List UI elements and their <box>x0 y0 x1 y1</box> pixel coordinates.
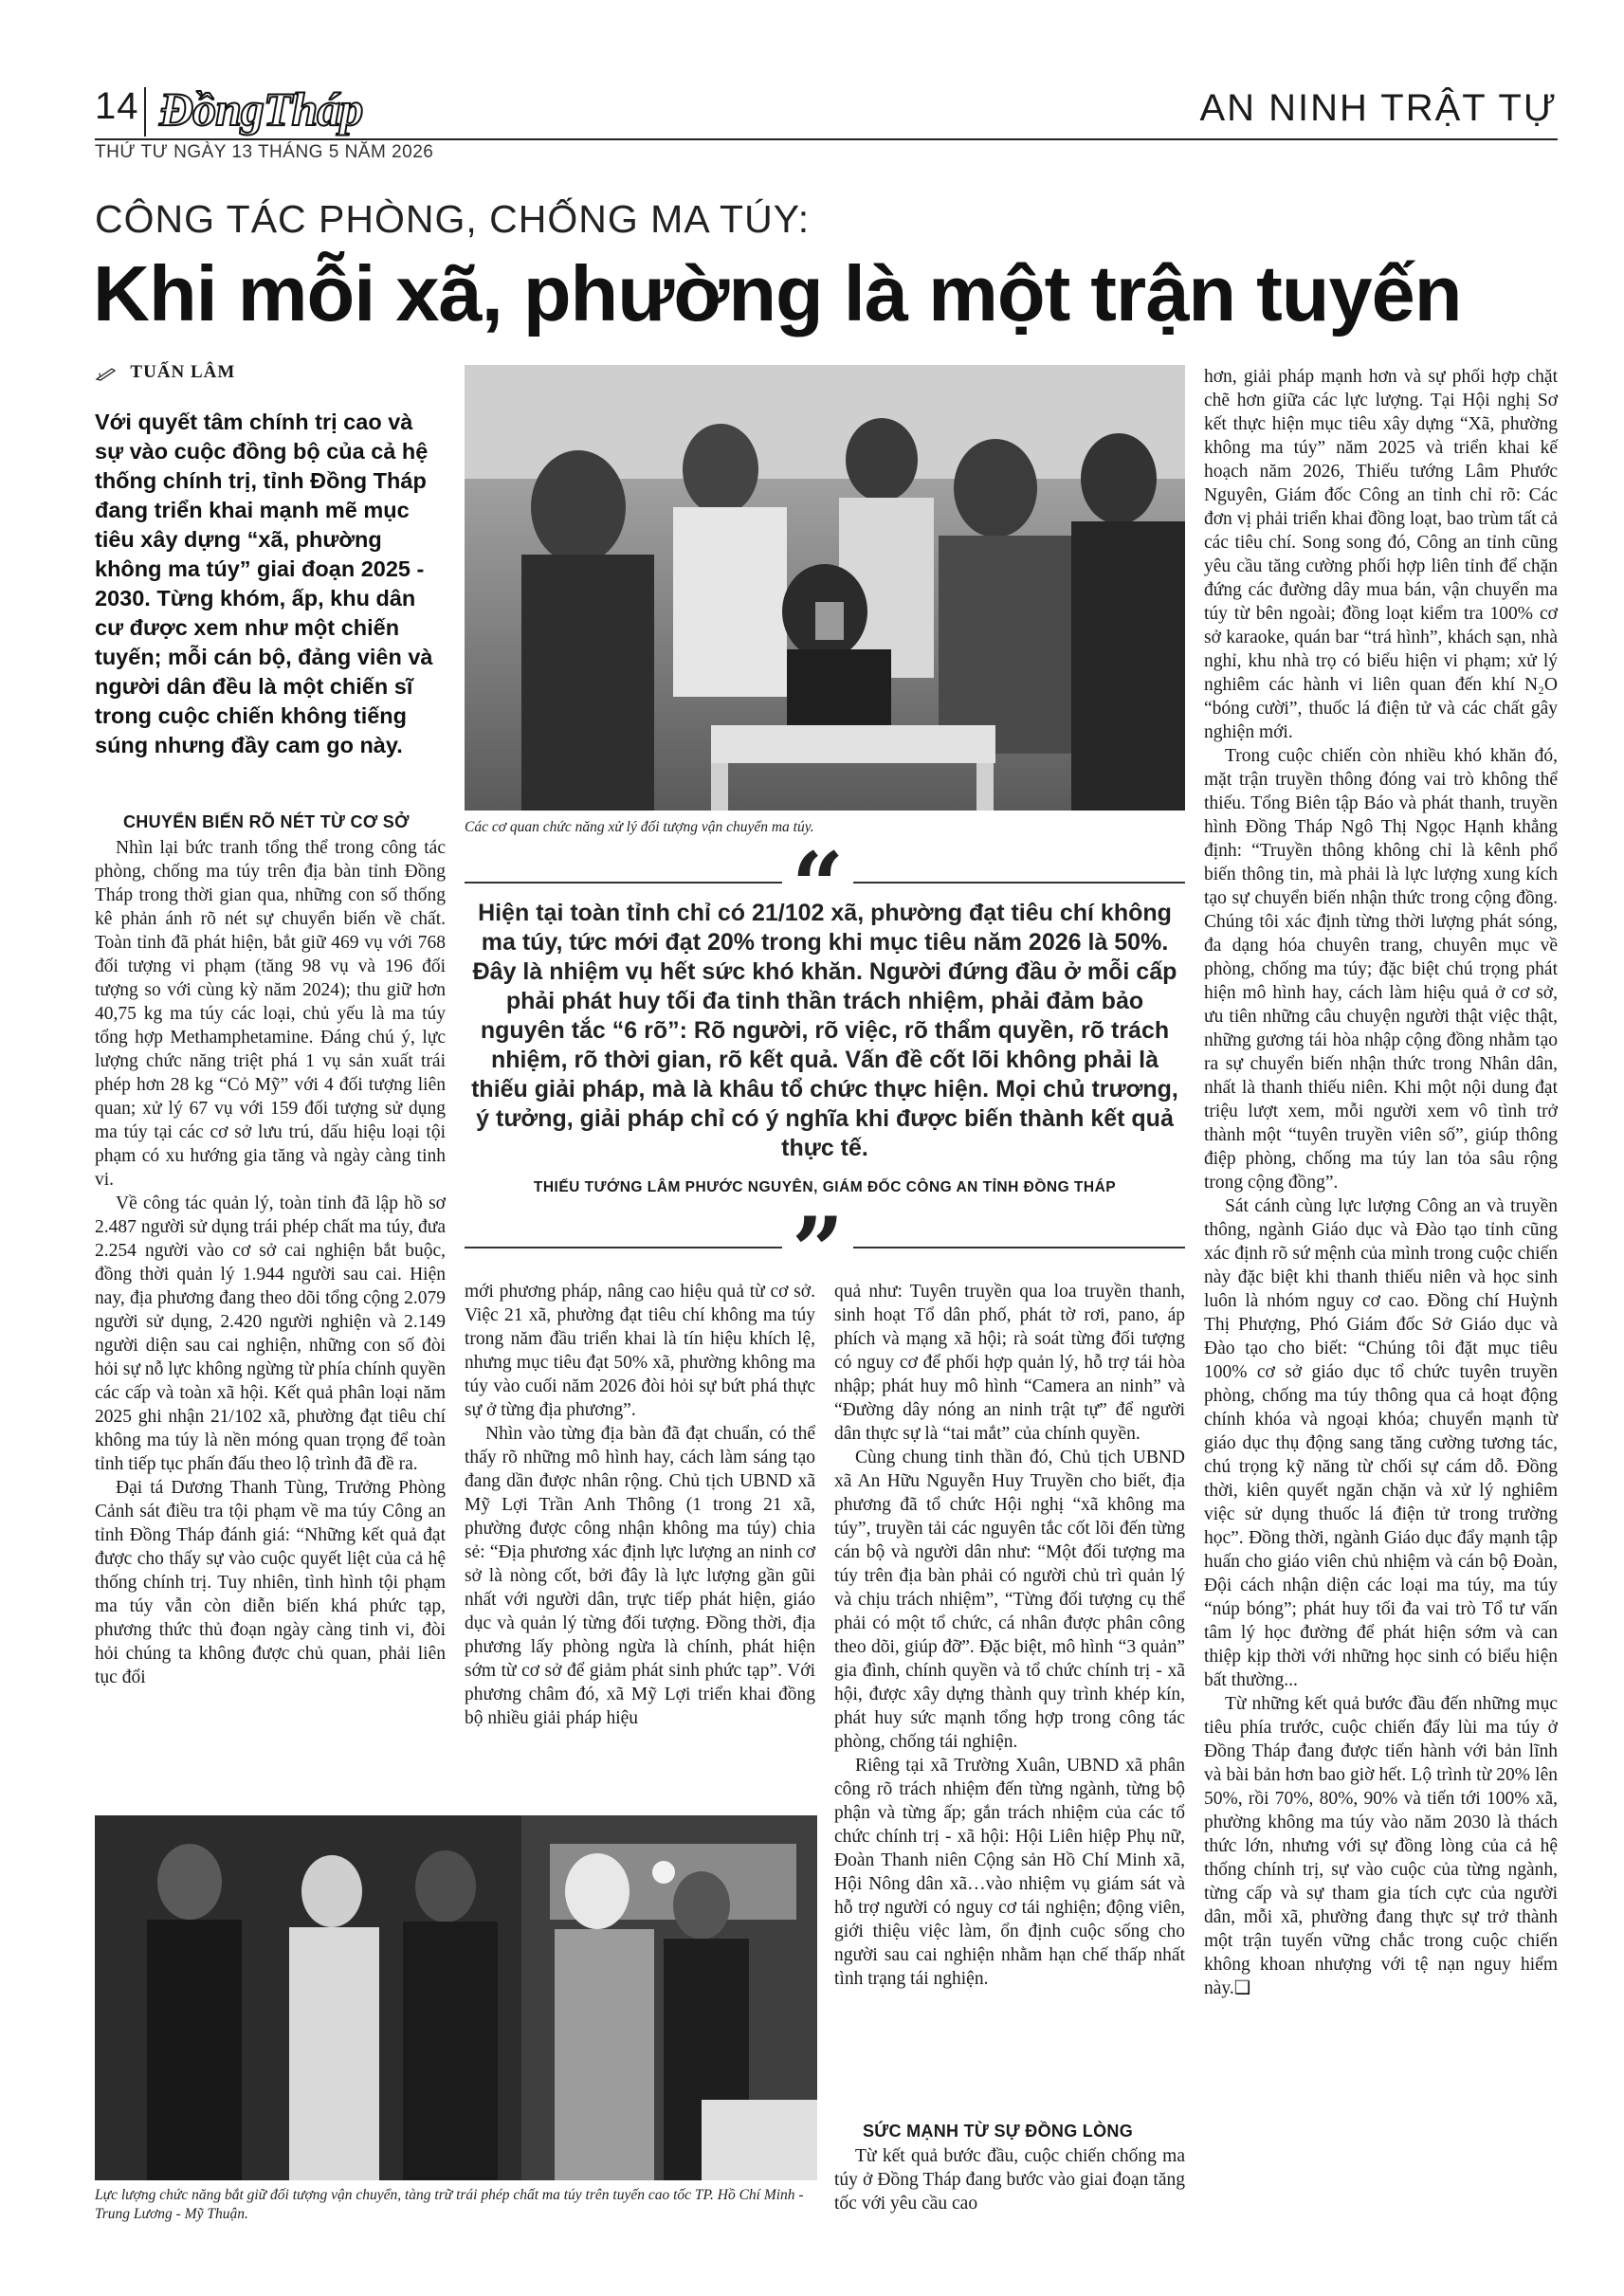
open-quote-icon: “ <box>782 858 853 915</box>
paragraph: Nhìn lại bức tranh tổng thể trong công tác phòng, chống ma túy trên địa bàn tỉnh Đồng Tháp trong thời gian qua, những con số thống kê phản ánh rõ nét sự chuyển biến về chất. Toàn tỉnh đã phát hiện, bắt giữ 469 vụ với 768 đối tượng vi phạm (tăng 98 vụ và 196 đối tượng so với cùng kỳ năm 2024); thu giữ hơn 40,75 kg ma túy các loại, chủ yếu là ma túy tổng hợp Methamphetamine. Đáng chú ý, lực lượng chức năng triệt phá 1 vụ sản xuất trái phép hơn 28 kg “Cỏ Mỹ” với 4 đối tượng liên quan; xử lý 67 vụ với 159 đối tượng sử dụng ma túy tại các cơ sở lưu trú, dấu hiệu loại tội phạm có xu hướng gia tăng và ngày càng tinh vi. <box>95 838 446 1190</box>
author-name: TUẤN LÂM <box>130 362 236 382</box>
paragraph: Đại tá Dương Thanh Tùng, Trưởng Phòng Cảnh sát điều tra tội phạm về ma túy Công an tỉnh Đồng Tháp đánh giá: “Những kết quả đạt được cho thấy sự vào cuộc quyết liệt của cả hệ thống chính trị. Tuy nhiên, tình hình tội phạm ma túy vẫn còn diễn biến khá phức tạp, phương thức thủ đoạn ngày càng tinh vi, đòi hỏi chúng ta không được chủ quan, phải liên tục đổi <box>95 1478 446 1687</box>
subhead-2: SỨC MẠNH TỪ SỰ ĐỒNG LÒNG <box>863 2122 1133 2141</box>
paragraph: Về công tác quản lý, toàn tỉnh đã lập hồ sơ 2.487 người sử dụng trái phép chất ma túy, đưa 2.254 người vào cơ sở cai nghiện bắt buộc, đồng thời quản lý 1.944 người sau cai. Hiện nay, địa phương đang theo dõi tổng cộng 2.079 người sử dụng, 2.420 người nghiện và 2.149 người diện sau cai nghiện, những con số đòi hỏi sự nỗ lực không ngừng từ phía chính quyền các cấp và toàn xã hội. Kết quả phân loại năm 2025 ghi nhận 21/102 xã, phường đạt tiêu chí không ma túy là nền móng quan trọng để toàn tỉnh tiếp tục phấn đấu theo lộ trình đã đề ra. <box>95 1194 446 1474</box>
photo-arrest-highway <box>95 1815 817 2180</box>
caption-top-photo: Các cơ quan chức năng xử lý đối tượng vận chuyển ma túy. <box>465 819 814 835</box>
header-rule <box>95 138 1558 140</box>
article-headline: Khi mỗi xã, phường là một trận tuyến <box>93 249 1462 337</box>
paragraph: hơn, giải pháp mạnh hơn và sự phối hợp chặt chẽ hơn giữa các lực lượng. Tại Hội nghị Sơ kết thực hiện mục tiêu xây dựng “Xã, phường không ma túy” năm 2025 và triển khai kế hoạch năm 2026, Thiếu tướng Lâm Phước Nguyên, Giám đốc Công an tỉnh chỉ rõ: Các đơn vị phải triển khai đồng loạt, bao trùm tất cả các tiêu chí. Song song đó, Công an tỉnh cũng yêu cầu tăng cường phối hợp liên tỉnh để chặn đứng các đường dây mua bán, vận chuyển ma túy từ bên ngoài; đồng loạt kiểm tra 100% cơ sở karaoke, quán bar “trá hình”, khách sạn, nhà nghỉ, khu nhà trọ có biểu hiện vi phạm; xử lý nghiêm các hành vi liên quan đến khí N₂O “bóng cười”, thuốc lá điện tử và các chất gây nghiện mới. <box>1204 367 1558 742</box>
paragraph: Sát cánh cùng lực lượng Công an và truyền thông, ngành Giáo dục và Đào tạo tỉnh cũng xác định rõ sứ mệnh của mình trong cuộc chiến này đặc biệt khi thanh thiếu niên và học sinh luôn là nhóm nguy cơ cao. Đồng chí Huỳnh Thị Phượng, Phó Giám đốc Sở Giáo dục và Đào tạo cho biết: “Chúng tôi đặt mục tiêu 100% cơ sở giáo dục tổ chức tuyên truyền phòng, chống ma túy thông qua cả hoạt động chính khóa và ngoại khóa; chuyển mạnh từ giáo dục thụ động sang tăng cường tương tác, chú trọng kỹ năng từ chối sự cám dỗ. Đồng thời, kiên quyết ngăn chặn và xử lý nghiêm việc sử dụng thuốc lá điện tử trong trường học”. Đồng thời, ngành Giáo dục đẩy mạnh tập huấn cho giáo viên chủ nhiệm và cán bộ Đoàn, Đội cách nhận diện các loại ma túy, ma túy “núp bóng”; phát huy tối đa vai trò Tổ tư vấn tâm lý học đường để phát hiện sớm và can thiệp kịp thời với những học sinh có biểu hiện bất thường... <box>1204 1196 1558 1690</box>
close-quote-icon: ” <box>782 1223 853 1280</box>
column-4 <box>1204 365 1558 2242</box>
paragraph: mới phương pháp, nâng cao hiệu quả từ cơ sở. Việc 21 xã, phường đạt tiêu chí không ma túy trong năm đầu triển khai là tín hiệu khích lệ, nhưng mục tiêu đạt 50% xã, phường không ma túy vào cuối năm 2026 đòi hỏi sự bứt phá thực sự ở từng địa phương”. <box>465 1282 815 1420</box>
paragraph: quả như: Tuyên truyền qua loa truyền thanh, sinh hoạt Tổ dân phố, phát tờ rơi, pano, áp phích và mạng xã hội; rà soát từng đối tượng có nguy cơ để phối hợp quản lý, hỗ trợ tái hòa nhập; phát huy mô hình “Camera an ninh” và “Đường dây nóng an ninh trật tự” để người dân thực sự là “tai mắt” của chính quyền. <box>834 1282 1185 1444</box>
pull-quote: Hiện tại toàn tỉnh chỉ có 21/102 xã, phường đạt tiêu chí không ma túy, tức mới đạt 20% trong khi mục tiêu năm 2026 là 50%. Đây là nhiệm vụ hết sức khó khăn. Người đứng đầu ở mỗi cấp phải phát huy tối đa tinh thần trách nhiệm, phải đảm bảo nguyên tắc “6 rõ”: Rõ người, rõ việc, rõ thẩm quyền, rõ trách nhiệm, rõ thời gian, rõ kết quả. Vấn đề cốt lõi không phải là thiếu giải pháp, mà là khâu tổ chức thực hiện. Mọi chủ trương, ý tưởng, giải pháp chỉ có ý nghĩa khi được biến thành kết quả thực tế. <box>471 900 1178 1161</box>
publication-date: THỨ TƯ NGÀY 13 THÁNG 5 NĂM 2026 <box>95 142 434 162</box>
photo-illustration <box>95 1815 817 2180</box>
article-kicker: CÔNG TÁC PHÒNG, CHỐNG MA TÚY: <box>95 197 811 241</box>
header-separator <box>144 87 146 137</box>
byline <box>95 362 235 383</box>
quote-attribution: THIẾU TƯỚNG LÂM PHƯỚC NGUYÊN, GIÁM ĐỐC CÔNG AN TỈNH ĐỒNG THÁP <box>533 1179 1117 1195</box>
paragraph: Từ những kết quả bước đầu đến những mục tiêu phía trước, cuộc chiến đẩy lùi ma túy ở Đồng Tháp đang được tiến hành với bản lĩnh và bài bản hơn bao giờ hết. Lộ trình từ 20% lên 50%, rồi 70%, 80%, 90% và tiến tới 100% xã, phường không ma túy vào năm 2030 là thách thức lớn, nhưng với sự đồng lòng của cả hệ thống chính trị, sự vào cuộc của từng ngành, từng cấp và sự tham gia tích cực của người dân, mỗi xã, phường đang thực sự trở thành một trận tuyến vững chắc trong cuộc chiến không khoan nhượng với tệ nạn nguy hiểm này.❑ <box>1204 1694 1558 1998</box>
masthead-logo: ĐồngTháp <box>159 82 363 136</box>
paragraph: Riêng tại xã Trường Xuân, UBND xã phân công rõ trách nhiệm đến từng ngành, từng bộ phận và từng ấp; gắn trách nhiệm của các tổ chức chính trị - xã hội: Hội Liên hiệp Phụ nữ, Đoàn Thanh niên Cộng sản Hồ Chí Minh xã, Hội Nông dân xã…vào nhiệm vụ giám sát và hỗ trợ người có nguy cơ tái nghiện; động viên, giới thiệu việc làm, ổn định cuộc sống cho người sau cai nghiện nhằm hạn chế thấp nhất tình trạng tái nghiện. <box>834 1756 1185 1989</box>
pen-icon <box>95 366 118 381</box>
caption-bottom-photo: Lực lượng chức năng bắt giữ đối tượng vận chuyển, tàng trữ trái phép chất ma túy trên tuyến cao tốc TP. Hồ Chí Minh - Trung Lương - Mỹ Thuận. <box>95 2187 804 2222</box>
photo-drug-handling <box>465 365 1185 811</box>
article-sapo: Với quyết tâm chính trị cao và sự vào cuộc đồng bộ của cả hệ thống chính trị, tỉnh Đồng Tháp đang triển khai mạnh mẽ mục tiêu xây dựng “xã, phường không ma túy” giai đoạn 2025 - 2030. Từng khóm, ấp, khu dân cư được xem như một chiến tuyến; mỗi cán bộ, đảng viên và người dân đều là một chiến sĩ trong cuộc chiến không tiếng súng nhưng đầy cam go này. <box>95 410 433 757</box>
page-number: 14 <box>95 85 139 127</box>
column-3-continued <box>834 2144 1185 2215</box>
photo-illustration <box>465 365 1185 811</box>
column-1 <box>95 836 446 1803</box>
paragraph: Cùng chung tinh thần đó, Chủ tịch UBND xã An Hữu Nguyễn Huy Truyền cho biết, địa phương đã tổ chức Hội nghị “xã không ma túy”, truyền tải các nguyên tắc cốt lõi đến từng cán bộ và người dân như: “Một đối tượng ma túy trên địa bàn phải có người chủ trì quản lý và chịu trách nhiệm”, “Từng đối tượng cụ thể phải có một tổ chức, cá nhân được phân công theo dõi, giúp đỡ”. Đặc biệt, mô hình “3 quản” gia đình, chính quyền và tổ chức chính trị - xã hội, được xây dựng thành quy trình khép kín, phát huy sức mạnh tổng hợp trong công tác phòng, chống tái nghiện. <box>834 1448 1185 1752</box>
section-name: AN NINH TRẬT TỰ <box>1199 87 1558 129</box>
paragraph: Từ kết quả bước đầu, cuộc chiến chống ma túy ở Đồng Tháp đang bước vào giai đoạn tăng tốc với yêu cầu cao <box>834 2146 1185 2214</box>
subhead-1: CHUYỂN BIẾN RÕ NÉT TỪ CƠ SỞ <box>123 812 410 831</box>
column-2 <box>465 1280 815 1806</box>
column-3 <box>834 1280 1185 2119</box>
paragraph: Trong cuộc chiến còn nhiều khó khăn đó, mặt trận truyền thông đóng vai trò không thể thiếu. Tổng Biên tập Báo và phát thanh, truyền hình Đồng Tháp Ngô Thị Ngọc Hạnh khẳng định: “Truyền thông không chỉ là kênh phổ biến thông tin, mà phải là lực lượng xung kích tạo sự chuyển biến nhận thức trong cộng đồng. Chúng tôi xác định từng thời lượng phát sóng, đa dạng hóa chuyên trang, chuyên mục về phòng, chống ma túy; đặc biệt chú trọng phát hiện mô hình hay, cách làm hiệu quả ở cơ sở, ưu tiên những câu chuyện người thật việc thật, những gương tái hòa nhập cộng đồng nhằm tạo ra sự chuyển biến nhận thức trong Nhân dân, nhất là thanh thiếu niên. Khi một nội dung đạt triệu lượt xem, mỗi người xem vô tình trở thành một “tuyên truyền viên số”, giúp thông điệp phòng, chống ma túy lan tỏa sâu rộng trong cộng đồng”. <box>1204 746 1558 1193</box>
paragraph: Nhìn vào từng địa bàn đã đạt chuẩn, có thể thấy rõ những mô hình hay, cách làm sáng tạo đang dần được nhân rộng. Chủ tịch UBND xã Mỹ Lợi Trần Anh Thông (1 trong 21 xã, phường được công nhận không ma túy) chia sẻ: “Địa phương xác định lực lượng an ninh cơ sở là nòng cốt, bởi đây là lực lượng gần gũi nhất với người dân, trực tiếp phát hiện, giáo dục và quản lý từng đối tượng. Đồng thời, địa phương lấy phòng ngừa là chính, phát hiện sớm từ cơ sở để giảm phát sinh phức tạp”. Với phương châm đó, xã Mỹ Lợi triển khai đồng bộ nhiều giải pháp hiệu <box>465 1424 815 1728</box>
